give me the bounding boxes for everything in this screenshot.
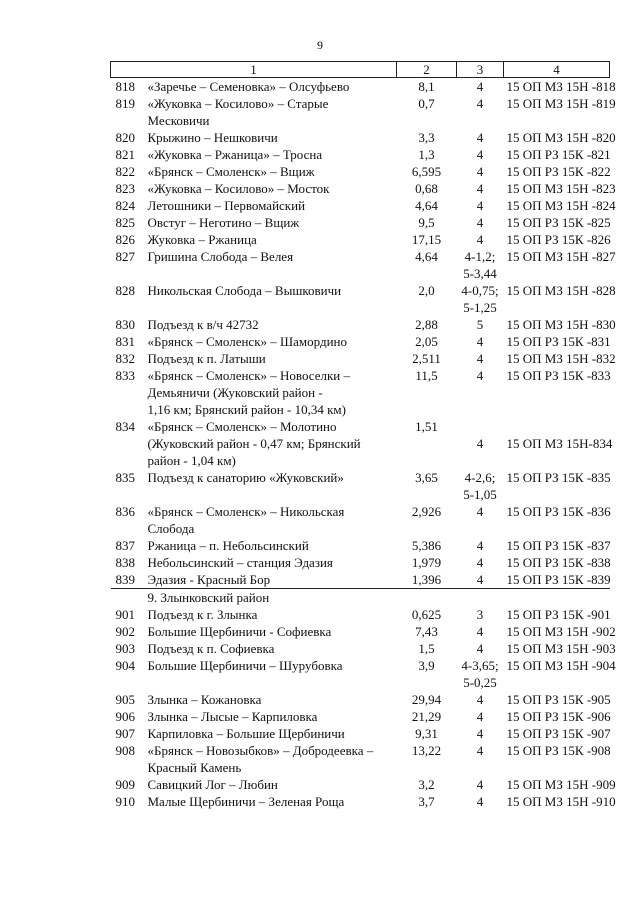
table-row [111, 214, 610, 231]
road-length: 2,0 [418, 283, 435, 298]
road-name-line: «Жуковка – Ржаница» – Тросна [147, 147, 323, 162]
road-code: 15 ОП МЗ 15Н-834 [506, 436, 613, 451]
road-category-cell [457, 571, 504, 589]
road-code: 15 ОП РЗ 15К -908 [506, 743, 611, 758]
road-name-cell [111, 742, 397, 776]
road-length: 1,979 [411, 555, 442, 570]
road-number: 832 [115, 351, 135, 366]
road-length: 29,94 [411, 692, 442, 707]
road-name-line: 1,16 км; Брянский район - 10,34 км) [147, 402, 346, 417]
road-category: 4 [476, 164, 484, 179]
road-category: 4 [476, 130, 484, 145]
road-name-cell [111, 146, 397, 163]
header-row [111, 62, 610, 78]
road-code: 15 ОП РЗ 15К -821 [506, 147, 611, 162]
road-name-cell [111, 350, 397, 367]
road-name-cell [111, 333, 397, 350]
road-number: 818 [115, 79, 135, 94]
road-name-line: Злынка – Лысые – Карпиловка [147, 709, 318, 724]
table-row [111, 691, 610, 708]
road-length: 3,7 [418, 794, 435, 809]
road-category-cell [457, 214, 504, 231]
table-row [111, 418, 610, 469]
road-code: 15 ОП МЗ 15Н -902 [506, 624, 616, 639]
road-number: 903 [115, 641, 135, 656]
road-code: 15 ОП РЗ 15К -831 [506, 334, 611, 349]
road-name-cell [111, 640, 397, 657]
road-category-cell [457, 231, 504, 248]
table-row [111, 606, 610, 623]
road-category: 4 [476, 351, 484, 366]
table-row [111, 197, 610, 214]
road-number: 819 [115, 96, 135, 111]
road-length: 9,31 [415, 726, 438, 741]
road-length: 4,64 [415, 198, 438, 213]
road-name-line: Подъезд к п. Латыши [147, 351, 266, 366]
road-category-cell [457, 725, 504, 742]
table-row [111, 554, 610, 571]
road-name-line: Карпиловка – Большие Щербиничи [147, 726, 345, 741]
road-category: 5-1,25 [463, 300, 497, 315]
roads-table [110, 61, 616, 810]
road-number: 830 [115, 317, 135, 332]
road-name-line: Подъезд к г. Злынка [147, 607, 258, 622]
road-category: 5-1,05 [463, 487, 497, 502]
road-category: 4 [476, 572, 484, 587]
road-category-cell [457, 537, 504, 554]
road-number: 836 [115, 504, 135, 519]
road-length: 3,3 [418, 130, 435, 145]
road-name-line: «Брянск – Смоленск» – Молотино [147, 419, 337, 434]
road-name-line: Овстуг – Неготино – Вщиж [147, 215, 300, 230]
table-row [111, 793, 610, 810]
road-length: 21,29 [411, 709, 442, 724]
table-row [111, 180, 610, 197]
road-number: 826 [115, 232, 135, 247]
road-name-line: Подъезд к санаторию «Жуковский» [147, 470, 344, 485]
district-row [111, 589, 610, 607]
road-category-cell [457, 503, 504, 537]
road-name-line: Подъезд к в/ч 42732 [147, 317, 259, 332]
road-code: 15 ОП РЗ 15К -906 [506, 709, 611, 724]
road-category: 4 [476, 368, 484, 383]
road-name-line: Малые Щербиничи – Зеленая Роща [147, 794, 345, 809]
road-category: 4-3,65; [461, 658, 499, 673]
road-length: 6,595 [411, 164, 442, 179]
road-length: 1,51 [415, 419, 438, 434]
table-row [111, 657, 610, 691]
road-category: 4 [476, 692, 484, 707]
road-name-line: «Брянск – Смоленск» – Никольская [147, 504, 345, 519]
road-number: 905 [115, 692, 135, 707]
road-number: 907 [115, 726, 135, 741]
road-name-cell [111, 657, 397, 691]
road-name-line: «Жуковка – Косилово» – Старые [147, 96, 329, 111]
road-length: 3,9 [418, 658, 435, 673]
road-category-cell [457, 367, 504, 418]
road-length: 0,7 [418, 96, 435, 111]
road-category: 3 [476, 607, 484, 622]
road-category: 4 [476, 198, 484, 213]
road-name-line: Небольсинский – станция Эдазия [147, 555, 333, 570]
road-number: 909 [115, 777, 135, 792]
road-name-line: «Брянск – Новозыбков» – Добродеевка – [147, 743, 374, 758]
table-row [111, 725, 610, 742]
road-code: 15 ОП МЗ 15Н -903 [506, 641, 616, 656]
road-name-cell [111, 623, 397, 640]
road-name-line: Эдазия - Красный Бор [147, 572, 271, 587]
road-number: 833 [115, 368, 135, 383]
road-name-line: Красный Камень [147, 760, 242, 775]
road-name-line: «Жуковка – Косилово» – Мосток [147, 181, 330, 196]
road-category: 4-1,2; [464, 249, 496, 264]
road-number: 827 [115, 249, 135, 264]
road-code: 15 ОП МЗ 15Н -818 [506, 79, 616, 94]
road-number: 910 [115, 794, 135, 809]
road-category-cell [457, 657, 504, 691]
road-number: 906 [115, 709, 135, 724]
road-category-cell [457, 793, 504, 810]
road-number: 837 [115, 538, 135, 553]
table-row [111, 333, 610, 350]
table-row [111, 282, 610, 316]
road-name-line: Савицкий Лог – Любин [147, 777, 278, 792]
road-number: 822 [115, 164, 135, 179]
road-code: 15 ОП МЗ 15Н -910 [506, 794, 616, 809]
road-number: 902 [115, 624, 135, 639]
road-name-cell [111, 197, 397, 214]
road-code: 15 ОП МЗ 15Н -827 [506, 249, 616, 264]
road-number: 824 [115, 198, 135, 213]
road-name-cell [111, 316, 397, 333]
table-row [111, 367, 610, 418]
road-name-cell [111, 606, 397, 623]
table-row [111, 146, 610, 163]
road-code: 15 ОП РЗ 15К -822 [506, 164, 611, 179]
road-category-cell [457, 316, 504, 333]
road-category: 4 [476, 709, 484, 724]
road-name-line: Ржаница – п. Небольсинский [147, 538, 309, 553]
road-code: 15 ОП МЗ 15Н -830 [506, 317, 616, 332]
road-code: 15 ОП РЗ 15К -835 [506, 470, 611, 485]
road-category-cell [457, 776, 504, 793]
table-row [111, 640, 610, 657]
road-category-cell [457, 78, 504, 96]
road-category-cell [457, 606, 504, 623]
road-code: 15 ОП РЗ 15К -839 [504, 571, 610, 589]
road-category-cell [457, 197, 504, 214]
road-category: 4 [476, 79, 484, 94]
road-length: 3,2 [418, 777, 435, 792]
road-name-cell [111, 367, 397, 418]
road-length: 1,5 [418, 641, 435, 656]
road-number: 820 [115, 130, 135, 145]
road-category-cell [457, 95, 504, 129]
road-length: 8,1 [418, 79, 435, 94]
road-name-line: район - 1,04 км) [147, 453, 236, 468]
table-row [111, 248, 610, 282]
road-code: 15 ОП МЗ 15Н -832 [506, 351, 616, 366]
road-code: 15 ОП РЗ 15К -905 [506, 692, 611, 707]
road-number: 821 [115, 147, 135, 162]
road-category-cell [457, 282, 504, 316]
table-row [111, 469, 610, 503]
road-code: 15 ОП РЗ 15К -907 [506, 726, 611, 741]
road-category-cell [457, 248, 504, 282]
road-category-cell [457, 469, 504, 503]
road-category: 4 [476, 538, 484, 553]
road-category: 4 [476, 726, 484, 741]
road-code: 15 ОП МЗ 15Н -909 [506, 777, 616, 792]
road-code: 15 ОП РЗ 15К -825 [506, 215, 611, 230]
road-length: 13,22 [411, 743, 442, 758]
road-name-cell [111, 282, 397, 316]
road-name-cell [111, 129, 397, 146]
table-row [111, 708, 610, 725]
road-name-cell [111, 248, 397, 282]
road-name-line: Подъезд к п. Софиевка [147, 641, 275, 656]
road-category: 5 [476, 317, 484, 332]
table-row [111, 95, 610, 129]
road-name-cell [111, 418, 397, 469]
road-length: 2,88 [415, 317, 438, 332]
road-name-line: «Брянск – Смоленск» – Вщиж [147, 164, 315, 179]
road-category: 4 [476, 504, 484, 519]
road-number: 823 [115, 181, 135, 196]
road-code: 15 ОП МЗ 15Н -819 [506, 96, 616, 111]
road-category-cell [457, 640, 504, 657]
table-row [111, 742, 610, 776]
road-name-line: Летошники – Первомайский [147, 198, 306, 213]
road-number: 838 [115, 555, 135, 570]
road-name-cell [111, 691, 397, 708]
road-code: 15 ОП РЗ 15К -901 [506, 607, 611, 622]
table-row [111, 350, 610, 367]
road-code: 15 ОП РЗ 15К -836 [506, 504, 611, 519]
road-name-cell [111, 708, 397, 725]
road-name-line: Гришина Слобода – Велея [147, 249, 294, 264]
road-category: 5-0,25 [463, 675, 497, 690]
road-name-cell [111, 503, 397, 537]
road-code: 15 ОП РЗ 15К -826 [506, 232, 611, 247]
road-category-cell [457, 180, 504, 197]
road-category: 4 [476, 794, 484, 809]
road-category: 4 [476, 777, 484, 792]
road-number: 825 [115, 215, 135, 230]
road-category: 4 [476, 147, 484, 162]
road-code: 15 ОП МЗ 15Н -820 [506, 130, 616, 145]
table-row [111, 503, 610, 537]
page-number: 9 [317, 38, 323, 52]
road-length: 17,15 [411, 232, 442, 247]
road-category [457, 418, 504, 435]
road-category-cell [457, 691, 504, 708]
road-category: 4 [476, 624, 484, 639]
road-category: 4 [476, 334, 484, 349]
road-category: 5-3,44 [463, 266, 497, 281]
road-category: 4 [476, 96, 484, 111]
table-row [111, 623, 610, 640]
road-category: 4-0,75; [461, 283, 499, 298]
road-name-line: (Жуковский район - 0,47 км; Брянский [147, 436, 361, 451]
road-category-cell [457, 554, 504, 571]
road-name-line: «Заречье – Семеновка» – Олсуфьево [147, 79, 350, 94]
road-name-line: Никольская Слобода – Вышковичи [147, 283, 342, 298]
road-category-cell [457, 163, 504, 180]
road-number: 908 [115, 743, 135, 758]
road-name-cell [111, 180, 397, 197]
road-length: 1,3 [418, 147, 435, 162]
table-row [111, 571, 610, 589]
road-category: 4 [476, 743, 484, 758]
header-col-2: 2 [397, 62, 457, 78]
header-col-4: 4 [504, 62, 610, 78]
road-number: 828 [115, 283, 135, 298]
road-name-cell [111, 725, 397, 742]
road-name-cell [111, 78, 397, 96]
road-category: 4 [476, 215, 484, 230]
road-category: 4 [476, 232, 484, 247]
road-category-cell [457, 742, 504, 776]
road-code: 15 ОП МЗ 15Н -823 [506, 181, 616, 196]
road-name-line: Большие Щербиничи – Шурубовка [147, 658, 343, 673]
road-name-cell [111, 776, 397, 793]
road-category-cell [457, 146, 504, 163]
road-length: 7,43 [415, 624, 438, 639]
road-name-cell [111, 571, 397, 589]
table-row [111, 163, 610, 180]
road-number: 839 [115, 572, 135, 587]
road-name-cell [111, 163, 397, 180]
road-name-cell [111, 95, 397, 129]
header-col-3: 3 [457, 62, 504, 78]
road-name-cell [111, 537, 397, 554]
table-row [111, 776, 610, 793]
road-length: 2,511 [412, 351, 441, 366]
road-number: 834 [115, 419, 135, 434]
road-name-line: Большие Щербиничи - Софиевка [147, 624, 332, 639]
road-category-cell [457, 350, 504, 367]
table-row [111, 231, 610, 248]
road-name-line: Жуковка – Ржаница [147, 232, 257, 247]
table-row [111, 316, 610, 333]
road-name-line: Злынка – Кожановка [147, 692, 262, 707]
road-category-cell [457, 623, 504, 640]
road-category-cell [457, 333, 504, 350]
road-name-line: «Брянск – Смоленск» – Шамордино [147, 334, 347, 349]
road-name-line: «Брянск – Смоленск» – Новоселки – [147, 368, 350, 383]
road-length: 5,386 [411, 538, 442, 553]
road-code: 15 ОП МЗ 15Н -828 [506, 283, 616, 298]
road-length: 0,625 [411, 607, 442, 622]
road-name-cell [111, 793, 397, 810]
road-number: 904 [115, 658, 135, 673]
road-length: 1,396 [397, 571, 457, 589]
road-number: 901 [115, 607, 135, 622]
road-length: 3,65 [415, 470, 438, 485]
table-body [111, 78, 616, 811]
table-row [111, 78, 610, 96]
road-code: 15 ОП РЗ 15К -833 [506, 368, 611, 383]
table-row [111, 537, 610, 554]
road-name-line: Демьяничи (Жуковский район - [147, 385, 323, 400]
road-category-cell [457, 708, 504, 725]
road-length: 11,5 [415, 368, 438, 383]
road-name-cell [111, 214, 397, 231]
road-length: 2,05 [415, 334, 438, 349]
road-code: 15 ОП РЗ 15К -837 [506, 538, 611, 553]
road-number: 831 [115, 334, 135, 349]
road-length: 2,926 [411, 504, 442, 519]
road-length: 0,68 [415, 181, 438, 196]
table-row [111, 129, 610, 146]
road-length: 4,64 [415, 249, 438, 264]
district-title: 9. Злынковский район [147, 590, 270, 605]
header-col-1: 1 [111, 62, 397, 78]
road-code: 15 ОП РЗ 15К -838 [506, 555, 611, 570]
road-category: 4 [476, 181, 484, 196]
road-name-line: Крыжино – Нешковичи [147, 130, 278, 145]
road-category-cell [457, 418, 504, 469]
road-number: 835 [115, 470, 135, 485]
road-category: 4 [476, 641, 484, 656]
road-code: 15 ОП МЗ 15Н -904 [506, 658, 616, 673]
road-name-line: Месковичи [147, 113, 210, 128]
road-category: 4-2,6; [464, 470, 496, 485]
road-category: 4 [476, 436, 484, 451]
road-code: 15 ОП МЗ 15Н -824 [506, 198, 616, 213]
road-category: 4 [476, 555, 484, 570]
road-name-cell [111, 231, 397, 248]
road-name-cell [111, 554, 397, 571]
road-name-line: Слобода [147, 521, 195, 536]
road-length: 9,5 [418, 215, 435, 230]
road-name-cell [111, 469, 397, 503]
road-category-cell [457, 129, 504, 146]
